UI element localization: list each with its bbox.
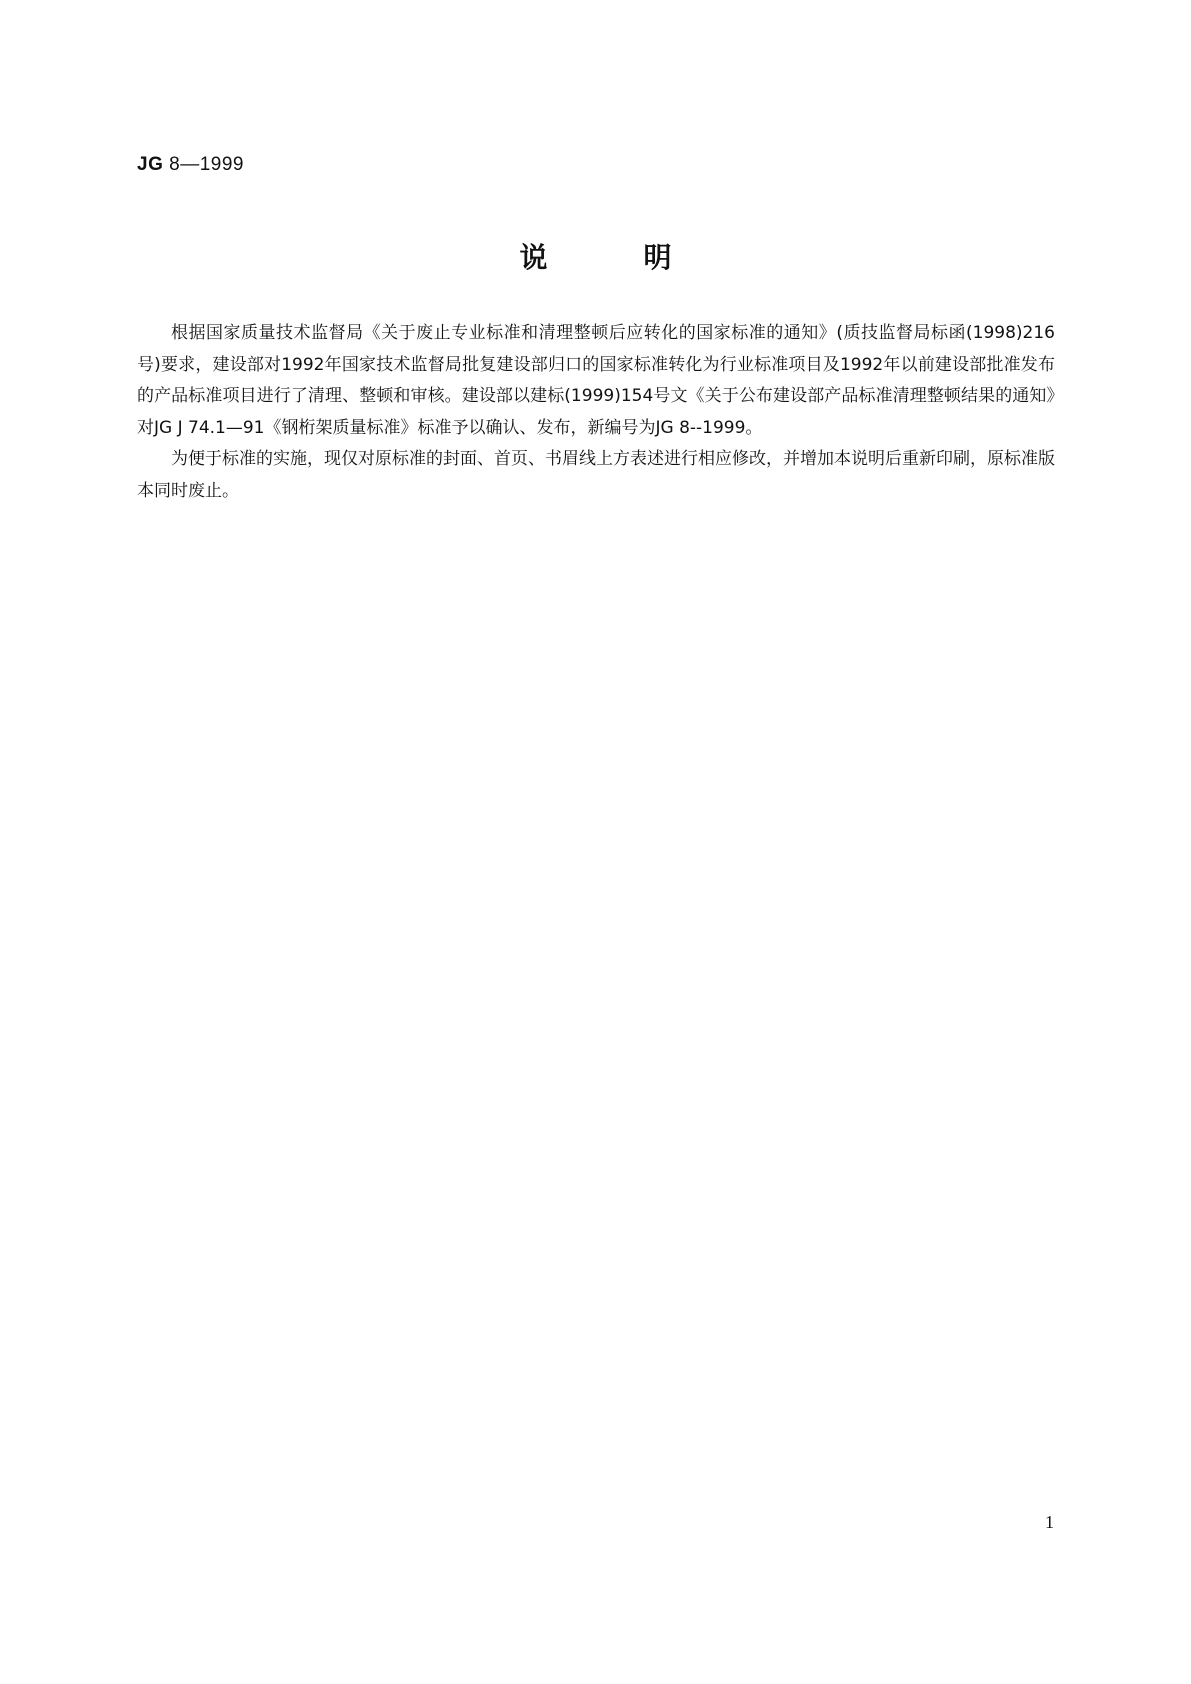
document-title: 说明 bbox=[519, 241, 768, 274]
standard-prefix: JG bbox=[137, 154, 164, 175]
standard-code bbox=[137, 154, 244, 176]
page-number: 1 bbox=[1045, 1512, 1054, 1532]
explanation-body bbox=[137, 318, 1055, 507]
paragraph-reprint-note: 为便于标准的实施，现仅对原标准的封面、首页、书眉线上方表述进行相应修改，并增加本说明后重新印刷，原标准版本同时废止。 bbox=[137, 449, 1055, 501]
paragraph-revision-background: 根据国家质量技术监督局《关于废止专业标准和清理整顿后应转化的国家标准的通知》(质技监督局标函(1998)216号)要求，建设部对1992年国家技术监督局批复建设部归口的国家标准转化为行业标准项目及1992年以前建设部批准发布的产品标准项目进行了清理、整顿和审核。建设部以建标(1999)154号文《关于公布建设部产品标准清理整顿结果的通知》对JG J 74.1—91《钢桁架质量标准》标准予以确认、发布，新编号为JG 8--1999。 bbox=[137, 323, 1055, 438]
standard-number: 8—1999 bbox=[169, 154, 244, 175]
